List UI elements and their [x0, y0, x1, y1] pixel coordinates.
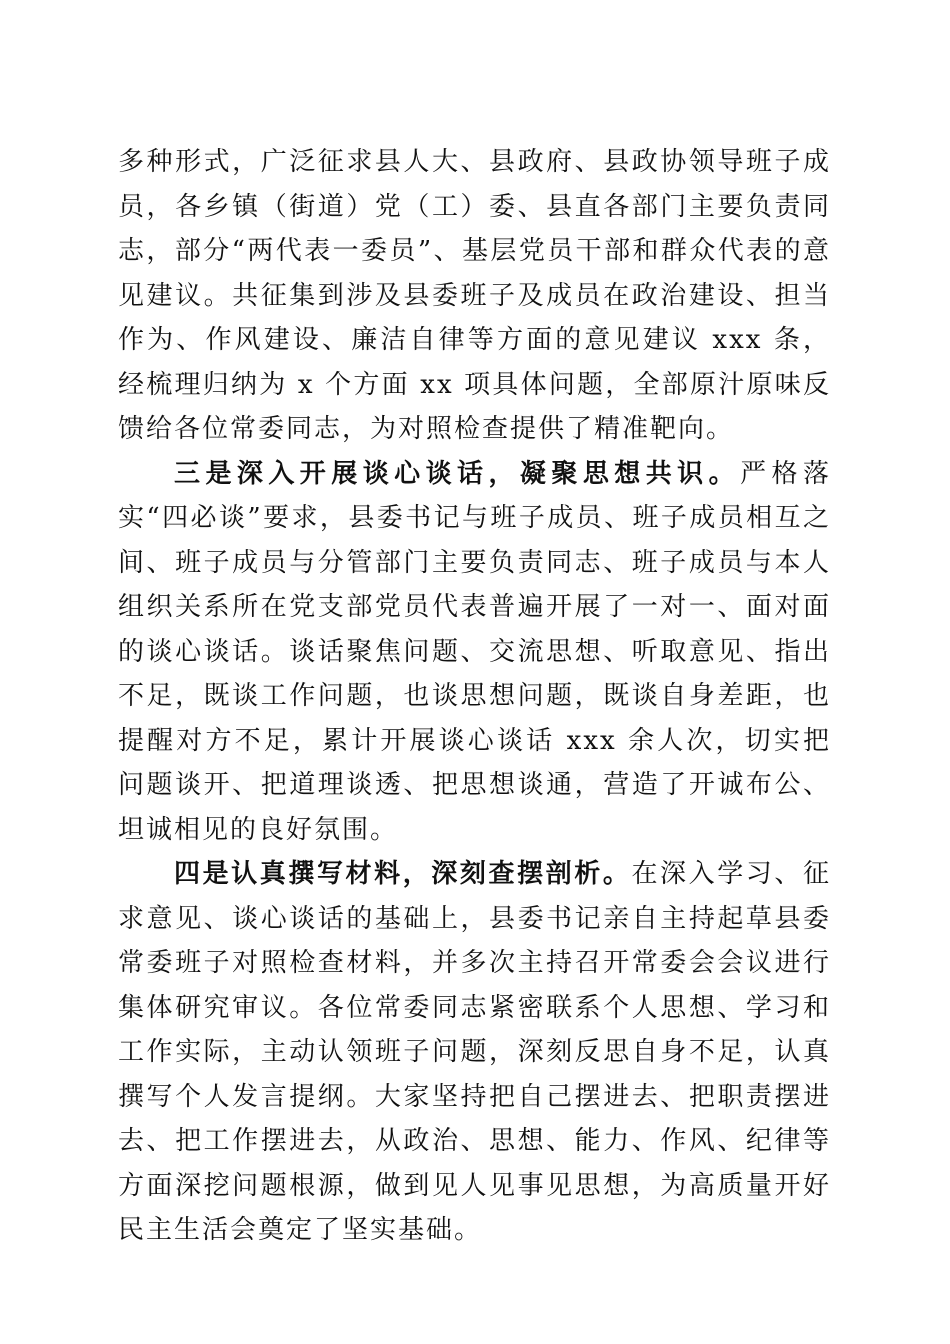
paragraph-four: [118, 852, 831, 1253]
paragraph-text: 多种形式，广泛征求县人大、县政府、县政协领导班子成员，各乡镇（街道）党（工）委、县直各部门主要负责同志，部分“两代表一委员”、基层党员干部和群众代表的意见建议。共征集到涉及县委班子及成员在政治建设、担当作为、作风建设、廉洁自律等方面的意见建议 xxx 条，经梳理归纳为 x 个方面 xx 项具体问题，全部原汁原味反馈给各位常委同志，为对照检查提供了精准靶向。: [118, 147, 831, 444]
paragraph-text: 在深入学习、征求意见、谈心谈话的基础上，县委书记亲自主持起草县委常委班子对照检查材料，并多次主持召开常委会会议进行集体研究审议。各位常委同志紧密联系个人思想、学习和工作实际，主动认领班子问题，深刻反思自身不足，认真撰写个人发言提纲。大家坚持把自己摆进去、把职责摆进去、把工作摆进去，从政治、思想、能力、作风、纪律等方面深挖问题根源，做到见人见事见思想，为高质量开好民主生活会奠定了坚实基础。: [118, 859, 831, 1245]
paragraph-heading: 三是深入开展谈心谈话，凝聚思想共识。: [174, 458, 741, 489]
paragraph-heading: 四是认真撰写材料，深刻查摆剖析。: [174, 859, 632, 889]
paragraph-three: [118, 452, 831, 853]
paragraph-text: 严格落实“四必谈”要求，县委书记与班子成员、班子成员相互之间、班子成员与分管部门主要负责同志、班子成员与本人组织关系所在党支部党员代表普遍开展了一对一、面对面的谈心谈话。谈话聚焦问题、交流思想、听取意见、指出不足，既谈工作问题，也谈思想问题，既谈自身差距，也提醒对方不足，累计开展谈心谈话 xxx 余人次，切实把问题谈开、把道理谈透、把思想谈通，营造了开诚布公、坦诚相见的良好氛围。: [118, 458, 831, 845]
document-body: [118, 140, 831, 1253]
paragraph-continued: [118, 140, 831, 452]
